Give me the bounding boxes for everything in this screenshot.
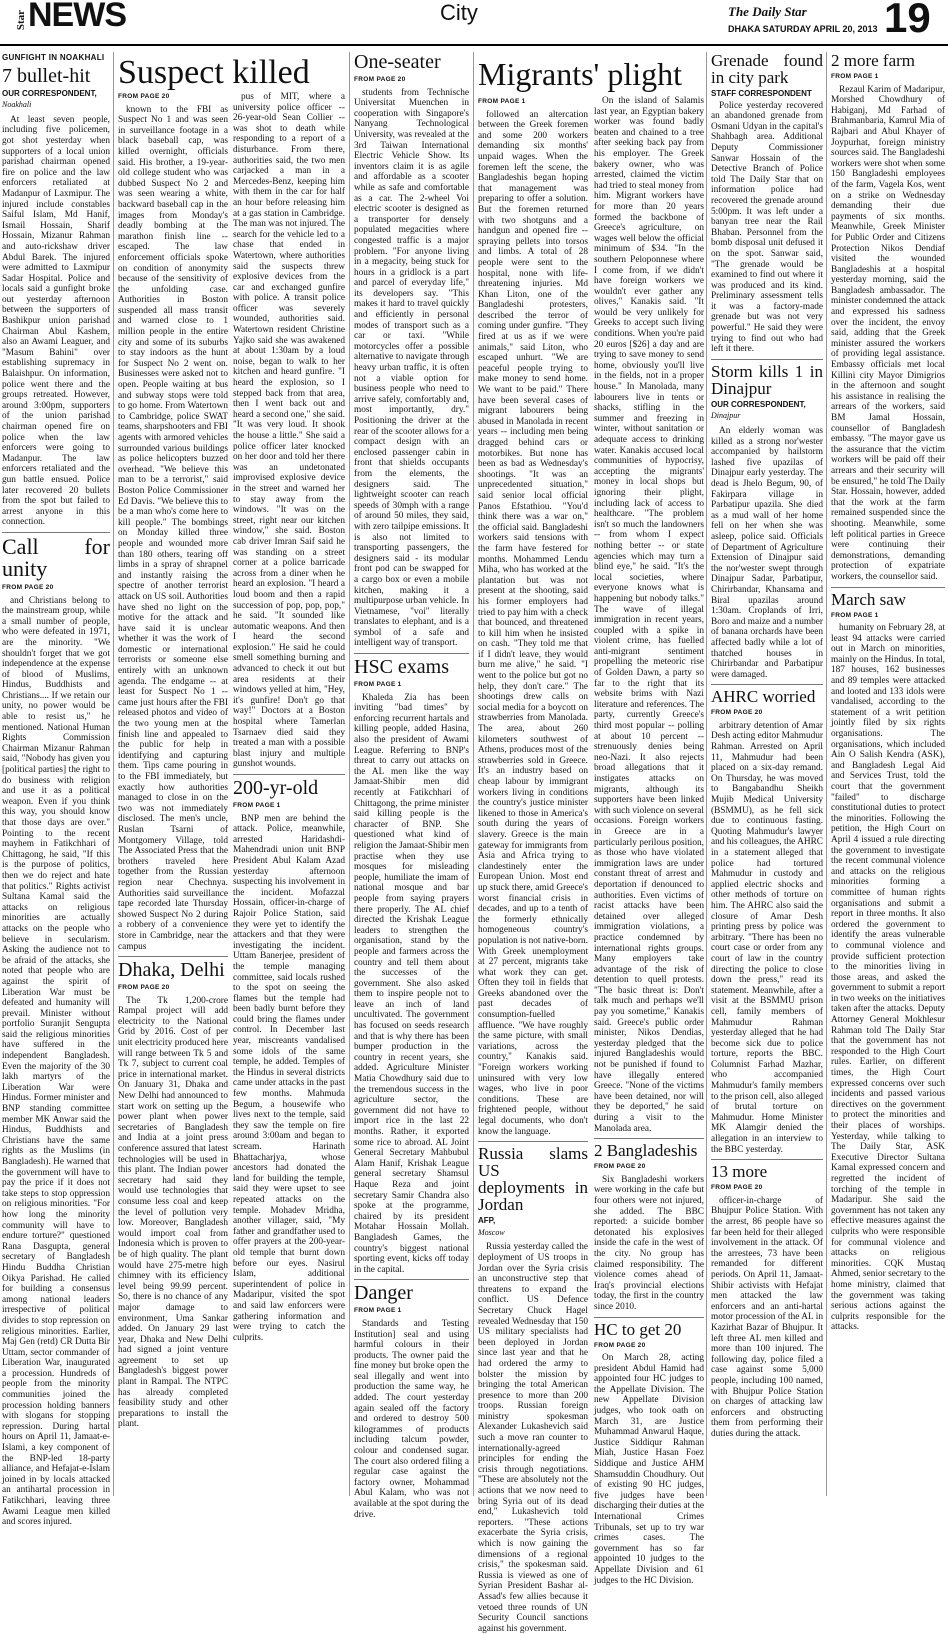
divider xyxy=(233,774,345,775)
story-headline: 2 more farm xyxy=(831,51,916,70)
story-byline: STAFF CORRESPONDENT xyxy=(711,89,812,98)
story-headline: 200-yr-old xyxy=(233,777,319,799)
column-1 xyxy=(2,52,110,1528)
story-body: Rezaul Karim of Madaripur, Morshed Chowdhury of Habiganj, Md Farhad of Brahmanbaria, Kamrul Mia of Rajbari and Abul Khayer of Joypurhat, foreign ministry sources said. The Bangladeshi workers were shot when some 150 Bangladeshi employees of the farm, Vagela Kos, went on a strike on Wednesday demanding their due payments of six months. Meanwhile, Greek Minister for Public Order and Citizens Protection Nikos Dendiaf visited the wounded Bangladeshis at a hospital yesterday morning, said the Bangladesh ambassador. The minister condemned the attack and expressed his sadness over the incident, the envoy said, adding that the Greek minister assured the workers of providing legal assistance. Embassy officials met local Killini city Mayor Dimigrios in the afternoon and sought his assistance in realising the arrears of the workers, said BM Jamal Hossain, counsellor of Bangladesh embassy. "The mayor gave us the assurance that the victim workers will be paid off their arrears and their security will be ensured," he told The Daily Star. Hossain, however, added that the work at the farm remained suspended since the shooting. Meanwhile, some left political parties in Greece were continuing their demonstrations, demanding protection of expatriate workers, the counsellor said. xyxy=(831,84,945,582)
story-body: On March 28, acting president Abdul Hamid had appointed four HC judges to the Appellate Division. The new Appellate Division judges, who took oath on March 31, are Justice Muhammad Anwarul Haque, Justice Siddiqur Rahman Miah, Justice Hasan Foez Siddique and Justice AHM Shamsuddin Choudhury. Out of existing 90 HC judges, five judges have been discharging their duties at the International Crimes Tribunals, set up to try war crimes cases. The government has so far appointed 10 judges to the Appellate Division and 61 judges to the HC Division. xyxy=(594,1353,704,1586)
story-headline: Call for unity xyxy=(2,533,110,581)
story-headline: 13 more xyxy=(711,1162,768,1182)
masthead xyxy=(0,0,948,46)
story-body: An elderly woman was killed as a strong nor'wester accompanied by hailstorm lashed five upazilas of Dinajpur early yesterday. The dead is Jhelo Begum, 90, of Fakirpara village in Parbatipur upazila. She died as a mud wall of her home fell on her when she was asleep, police said. Officials of Department of Agriculture Extension of Dinajpur said the nor'wester swept through Dinajpur Sadar, Parbatipur, Chirirbandar, Khansama and Biral upazilas around 1:30am. Croplands of Irri, Boro and maize and a number of banana orchards have been affected badly while a lot of thatched houses in Chirirbandar and Parbatipur were damaged. xyxy=(711,426,823,680)
divider xyxy=(2,532,110,533)
column-4 xyxy=(354,51,469,1520)
story-kicker: FROM PAGE 1 xyxy=(831,73,879,80)
story-body: arbitrary detention of Amar Desh acting editor Mahmudur Rahman. Arrested on April 11, Mahmudur had been placed on a six-day remand. On Thursday, he was moved to Bangabandhu Sheikh Mujib Medical University (BSMMU), as he fell sick due to continuous fasting. Quoting Mahmudur's lawyer and his colleagues, the AHRC in a statement alleged that police had tortured Mahmudur in custody and applied electric shocks and other methods of torture on him. The AHRC also said the closure of Amar Desh printing press by police was arbitrary. "There has been no court case or order from any court of law in the country directing the police to close down the press," read its statement. Meanwhile, after a visit at the BSMMU prison cell, family members of Mahmudur Rahman yesterday alleged that he had become sick due to police torture, reports the BBC. Columnist Farhad Mazhar, who accompanied Mahmudur's family members to the prison cell, also alleged of brutal torture on Mahmudur. Home Minister MK Alamgir denied the allegation in an interview to the BBC yesterday. xyxy=(711,720,823,1155)
column-rule xyxy=(473,52,474,1496)
divider xyxy=(711,1159,823,1160)
story-body: Khaleda Zia has been inviting "bad times" by enforcing recurrent hartals and killing people, added Hasina, also the president of Awami League. Referring to BNP's threat to carry out attacks on the AL men like the way Jamaat-Shibir men did recently at Fatikchhari of Chittagong, the prime minister said killing people is the character of BNP. She questioned what kind of religion the Jamaat-Shibir men practise when they use mosques for misleading people, humiliate the imam of national mosque and bar people from saying prayers there properly. The AL chief directed the Krishak League leaders to strengthen the organisation, stand by the people and farmers across the country and tell them about the successes of the government. She also asked them to inspire people not to leave an inch of land uncultivated. The government has focused on seeds research and that is why there has been bumper production in the country in recent years, she added. Agriculture Minister Matia Chowdhury said due to the tremendous success in the agriculture sector, the government did not have to import rice in the last 22 months. Rather, it exported some rice to abroad. AL Joint General Secretary Mahbubul Alam Hanif, Krishak League general secretary Shamsul Haque Reza and joint secretary Samir Chandra also spoke at the programme, chaired by its president Motahar Hossain Mollah. Bangladesh Games, the country's biggest national sporting event, kicks off today in the capital. xyxy=(354,692,469,1275)
story-headline: AHRC worried xyxy=(711,687,816,707)
story-body: The Tk 1,200-crore Rampal project will add electricity to the National Grid by 2016. Cost of per unit electricity produced here will range between Tk 5 and Tk 7, subject to current coal price in international market. On January 31, Dhaka and New Delhi had announced to start work on setting up the power plant when power secretaries of Bangladesh and India at a joint press conference assured that latest technologies will be used in this plant. The Indian power secretary had said they would use technologies that consume less coal and keep the level of pollution very low. Moreover, Bangladesh would import coal from Indonesia which is proven to be of high quality. The plant would have 275-metre high chimney with its efficiency level being 99.99 percent. So, there is no chance of any major damage to environment, Uma Sankar added. On January 29 last year, Dhaka and New Delhi had signed a joint venture agreement to set up Bangladesh's biggest power plant in Rampal. The NTPC has already completed feasibility study and other preparations to install the plant. xyxy=(118,995,228,1430)
story-body: pus of MIT, where a university police officer -- 26-year-old Sean Collier -- was shot to death while responding to a report of a disturbance. From there, authorities said, the two men carjacked a man in a Mercedes-Benz, keeping him with them in the car for half an hour before releasing him at a gas station in Cambridge. The man was not injured. The search for the vehicle led to a chase that ended in Watertown, where authorities said the suspects threw explosive devices from the car and exchanged gunfire with police. A transit police officer was severely wounded, authorities said. Watertown resident Christine Yajko said she was awakened at about 1:30am by a loud noise, began to walk to her kitchen and heard gunfire. "I heard the explosion, so I stepped back from that area, then I went back out and heard a second one," she said. "It was very loud. It shook the house a little." She said a police officer later knocked on her door and told her there was an undetonated improvised explosive device in the street and warned her to stay away from the windows. "It was on the street, right near our kitchen window," she said. Boston cab driver Imran Saif said he was standing on a street corner at a police barricade across from a diner when he heard an explosion. "I heard a loud boom and then a rapid succession of pop, pop, pop," he said. "It sounded like automatic weapons. And then I heard the second explosion." He said he could smell something burning and advanced to check it out but area residents at their windows yelled at him, "Hey, it's gunfire! Don't go that way!" Doctors at a Boston hospital where Tamerlan Tsarnaev died said they treated a man with a possible blast injury and multiple gunshot wounds. xyxy=(233,92,345,770)
story-kicker: FROM PAGE 1 xyxy=(354,681,402,689)
story-kicker: FROM PAGE 20 xyxy=(711,709,763,717)
story-headline: Dhaka, Delhi xyxy=(118,959,225,982)
story-kicker: FROM PAGE 1 xyxy=(831,611,879,619)
story-place: Noakhali xyxy=(2,100,32,110)
story-body: BNP men are behind the attack. Police, meanwhile, arrested Haridashdi-Mahendradi union unit BNP President Abul Kalam Azad yesterday afternoon suspecting his involvement in the incident. Mofazzal Hossain, officer-in-charge of Rajoir Police Station, said they were yet to identify the attackers and that they were investigating the incident. Uttam Banerjee, president of the temple managing committee, said locals rushed to the spot on seeing the flames but the temple had been badly burnt before they could bring the flames under control. In December last year, miscreants vandalised some idols of the same temple, he added. Temples of the Hindus in several districts came under attacks in the past few months. Mahmuda Begum, a housewife who lives next to the temple, said they saw the temple on fire around 3:00am and began to scream. Harinath Bhattacharjya, whose ancestors had donated the land for building the temple, said they were upset to see repeated attacks on the temple. Mohadev Mridha, another villager, said, "My father and grandfather used to offer prayers at the 200-year-old temple that burnt down before our eyes. Nasirul Islam, additional superintendent of police in Madaripur, visited the spot and said law enforcers were gathering information and were trying to catch the culprits. xyxy=(233,813,345,1343)
story-headline: HC to get 20 xyxy=(594,1319,682,1339)
section-subtitle: City xyxy=(440,0,478,25)
story-headline: Migrants' plight xyxy=(478,56,682,92)
section-title: NEWS xyxy=(28,0,126,34)
column-6 xyxy=(711,52,823,1496)
story-headline: March saw xyxy=(831,589,907,609)
story-body: On the island of Salamis last year, an Egyptian bakery worker was found badly beaten and chained to a tree after seeking back pay from his employer. The Greek bakery owner, who was arrested, claimed the victim had tried to steal money from him. Migrant workers have for more than 20 years formed the backbone of Greece's agriculture, on wages well below the official minimum of $34. "In the southern Peloponnese where I come from, if we didn't have foreign workers we wouldn't ever gather any olives," Kanakis said. "It would be very unlikely for Greeks to accept such living conditions. When you're paid 20 euros [$26] a day and are trying to save money to send home, obviously you'll live in the fields, not in a proper house." In Manolada, many labourers live in tents or shacks, stifling in the summer and freezing in winter, without sanitation or adequate access to drinking water. Kanakis accused local communities of hypocrisy, accepting the migrants' money in local shops but ignoring their plight, including lack of access to healthcare. "The problem isn't so much the landowners -- from whom I expect nothing better -- or state agencies which may turn a blind eye," he said. "It's the local societies, where everyone knows what is happening but nobody talks." The wave of illegal immigration in recent years, coupled with a spike in violent crime, has fuelled anti-migrant sentiment propelling the meteoric rise of Golden Dawn, a party so far to the right that its website brims with Nazi literature and references. The party, currently Greece's third most popular -- polling at about 10 percent -- strenuously denies being neo-Nazi. It also rejects broad allegations that it instigates attacks on migrants, although its supporters have been linked with such violence on several occasions. Foreign workers in Greece are in a particularly perilous position, as those who have violated immigration laws are under constant threat of arrest and deportation if denounced to authorities. Even victims of racist attacks have been detained over alleged immigration violations, a practice condemned by international rights groups. Many employers take advantage of the risk of detention to quell protests. "The basic threat is: Don't talk much and perhaps we'll pay you sometime," Kanakis said. Greece's public order minister, Nikos Dendias, yesterday pledged that the injured Bangladeshis would not be punished if found to have illegally entered Greece. "None of the victims have been detained, nor will they be deported," he said during a visit to the Manolada area. xyxy=(594,96,704,1134)
story-headline: Russia slams US deployments in Jordan xyxy=(478,1144,588,1215)
dateline: DHAKA SATURDAY APRIL 20, 2013 xyxy=(728,24,878,34)
divider xyxy=(354,1279,469,1280)
story-byline: OUR CORRESPONDENT, xyxy=(711,399,806,409)
story-headline: 2 Bangladeshis xyxy=(594,1141,698,1161)
svg-text:Star: Star xyxy=(15,9,27,31)
column-rule xyxy=(706,52,707,1496)
story-headline: Storm kills 1 in Dinajpur xyxy=(711,361,823,398)
story-body: Police yesterday recovered an abandoned grenade from Osmani Udyan in the capital's Shahbagh area. Additional Deputy Commissioner Sanwar Hossain of the Detective Branch of Police told The Daily Star that on information police had recovered the grenade around 5:00pm. It was left under a banyan tree near the Rail Bhaban. Personnel from the bomb disposal unit defused it on the spot. Sanwar said, "The grenade would be examined to find out where it was produced and its kind. Preliminary assessment tells it was a factory-made grenade but was not very powerful." He said they were trying to find out who had left it there. xyxy=(711,100,823,355)
divider xyxy=(711,359,823,360)
story-kicker: GUNFIGHT IN NOAKHALI xyxy=(2,53,105,62)
column-7 xyxy=(831,52,945,1496)
story-kicker: FROM PAGE 20 xyxy=(118,984,170,992)
story-headline: HSC exams xyxy=(354,656,449,679)
paper-name: The Daily Star xyxy=(728,4,807,19)
column-rule xyxy=(826,52,827,1496)
story-headline: Danger xyxy=(354,1282,413,1305)
divider xyxy=(594,1138,704,1139)
column-5a xyxy=(478,96,588,1634)
story-body: known to the FBI as Suspect No 1 and was seen in surveillance footage in a black baseball cap, was killed overnight, officials said. His brother, a 19-year-old college student who was dubbed Suspect No 2 and was seen wearing a white, backward baseball cap in the images from Monday's deadly bombing at the marathon finish line -- escaped. The law enforcement officials spoke on condition of anonymity because of the sensitivity of the unfolding case. Authorities in Boston suspended all mass transit and warned close to 1 million people in the entire city and some of its suburbs to stay indoors as the hunt for Suspect No 2 went on. Businesses were asked not to open. People waiting at bus and subway stops were told to go home. From Watertown to Cambridge, police SWAT teams, sharpshooters and FBI agents with armored vehicles surrounded various buildings as police helicopters buzzed overhead. "We believe this man to be a terrorist," said Boston Police Commissioner Ed Davis. "We believe this to be a man who's come here to kill people." The bombings on Monday killed three people and wounded more than 180 others, tearing off limbs in a spray of shrapnel and instantly raising the spectre of another terrorist attack on US soil. Authorities have shed no light on the motive for the attack and have said it is unclear whether it was the work of domestic or international terrorists or someone else entirely with an unknown agenda. The endgame -- at least for Suspect No 1 -- came just hours after the FBI released photos and video of the two young men at the finish line and appealed to the public for help in identifying and capturing them. Tips came pouring in to the FBI immediately, but exactly how authorities managed to close in on the two was not immediately disclosed. The men's uncle, Ruslan Tsarni of Montgomery Village, told The Associated Press that the brothers traveled here together from the Russian region near Chechnya. Authorities said surveillance tape recorded late Thursday showed Suspect No 2 during a robbery of a convenience store in Cambridge, near the campus xyxy=(118,104,228,952)
story-headline: 7 bullet-hit xyxy=(2,64,91,87)
story-kicker: FROM PAGE 20 xyxy=(2,583,54,591)
story-byline: OUR CORRESPONDENT, xyxy=(2,88,97,98)
column-3 xyxy=(233,92,345,1496)
divider xyxy=(478,1141,588,1142)
story-byline: AFP, xyxy=(478,1216,496,1226)
story-kicker: FROM PAGE 20 xyxy=(711,1184,763,1192)
story-body: and Christians belong to the mainstream group, while a small number of people, who were defeated in 1971, are the minority. "We shouldn't forget that we got independence at the expense of blood of Muslims, Hindus, Buddhists and Christians.... If we retain our unity, no power would be able to resist us," he mentioned. National Human Rights Commission Chairman Mizanur Rahman said, "Nobody has given you [political parties] the right to do business with religion and use it as a political weapon. Even if you think this way, you should know that those days are over." Pointing to the recent mayhem in Fatikchhari of Chittagong, he said, "If this is the purpose of politics, then we do reject and hate that politics." Rights activist Sultana Kamal said the attacks on religious minorities are actually attacks on the people who believe in secularism. Asking the audience not to be afraid of the attacks, she noted that people who are against the spirit of Liberation War must be defeated and humanity will prevail. Minister without portfolio Suranjit Sengupta said the religious minorities have suffered in the independent Bangladesh. Even the majority of the 30 lakh martyrs of the Liberation War were Hindus. Former minister and BNP standing committee member MK Anwar said the Hindus, Buddhists and Christians have the same rights as the Muslims (in Bangladesh). He warned that the government will have to pay the price if it does not take steps to stop oppression on religious minorities. "For how long the minority community will have to endure torture?" questioned Rana Dasgupta, general secretary of Bangladesh Hindu Buddha Christian Oikya Parishad. He called for building a consensus among national leaders irrespective of political divides to stop repression on religious minorities. Earlier, Maj Gen (retd) CR Dutta Bir Uttam, sector commander of Liberation War, inaugurated a procession. Hundreds of people from the minority communities joined the procession holding banners with slogans for stopping repression. During hartal hours on April 11, Jamaat-e-Islami, a key component of the BNP-led 18-party alliance, and Hefajat-e-Islam joined in by locals attacked an antihartal procession in Fatikchhari, leaving three Awami League men killed and scores injured. xyxy=(2,595,110,1528)
column-2 xyxy=(118,52,228,1496)
story-body: students from Technische Universitat Muenchen in cooperation with Singapore's Nanyang Technological University, was revealed at the 3rd Taiwan International Electric Vehicle Show. Its inventors claim it is as agile and affordable as a scooter while as safe and comfortable as a car. The 2-wheel Voi electric scooter is designed as a transporter for densely populated megacities where congested traffic is a major problem. "For anyone living in a megacity, being stuck for hours in a gridlock is a part and parcel of everyday life," its developers say. "This makes it hard to travel quickly and efficiently in personal modes of transport such as a car or taxi. "While motorcycles offer a possible alternative to navigate through heavy urban traffic, it is often not a viable option for business people who need to arrive safely, comfortably and, most importantly, dry." Positioning the driver at the rear of the scooter allows for a compact design with an enclosed passenger cabin in front that shields occupants from the elements, the designers said. The lightweight scooter can reach speeds of 30mph with a range of around 50 miles, they said, with zero tailpipe emissions. It is also not limited to transporting passengers, the designers said - its modular front pod can be swapped for a cargo box or even a mobile kitchen, making it a multipurpose urban vehicle. In Vietnamese, "voi" literally translates to elephant, and is a symbol of a safe and intelligent way of transport. xyxy=(354,87,469,649)
story-headline: One-seater xyxy=(354,51,441,73)
page-number: 19 xyxy=(884,0,931,41)
story-kicker: FROM PAGE 20 xyxy=(354,76,406,83)
story-body: At least seven people, including five policemen, got shot yesterday when supporters of a local union parishad chairman opened fire on police and the law enforcers retaliated at Madanpur of Laxmipur. The injured include constables Saiful Islam, Md Hanif, Ismail Hossain, Sharif Hossain, Mizanur Rahman and auto-rickshaw driver Abdul Barek. The injured were admitted to Laxmipur Sadar Hospital. Police and locals said a gunfight broke out yesterday afternoon between the supporters of Bashikpur union parishad Chairman Abul Kashem, also an Awami Leaguer, and "Masum Bahini" over establishing supremacy in Balaishpur. On information, police went there and the groups retreated. However, around 3:00pm, supporters of the union parishad chairman opened fire on police when the law enforcers were going to Madanpur. The law enforcers retaliated and the gun battle ensued. Police later recovered 20 bullets from the spot but failed to arrest anyone in this connection. xyxy=(2,114,110,528)
divider xyxy=(831,587,945,588)
story-kicker: FROM PAGE 1 xyxy=(233,802,281,809)
column-rule xyxy=(113,52,114,1496)
story-kicker: FROM PAGE 1 xyxy=(478,98,526,105)
story-body: followed an altercation between the Greek foremen and some 200 workers demanding six months' unpaid wages. When the foremen left the scene, the Bangladeshis began hoping that management was preparing to offer a solution. But the foremen returned with two shotguns and a handgun and opened fire -- spraying pellets into torsos and limbs. A total of 28 people were sent to the hospital, none with life-threatening injuries. Md Khan Liton, one of the Bangladeshi protesters, described the terror of coming under gunfire. "They fired at us as if we were animals," said Liton, who escaped unhurt. "We are peaceful people trying to make money to send home. We want to be paid." There have been several cases of migrant labourers being abused in Manolada in recent years -- including men being dragged behind cars or motorbikes. But none has been as bad as Wednesday's shootings. "It was an unprecedented situation," said senior local official Panos Efstathiou. "You'd think there was a war on," the official said. Bangladeshi workers said tensions with the farm have festered for months. Mohammed Lendu Miha, who has worked at the plantation but was not present at the shooting, said his former employers had tried to pay him with a check that bounced, and threatened to kill him when he insisted on cash. "They told me that if I didn't leave, they would burn me alive," he said. "I went to the police but got no help, they don't care." The shootings drew calls on social media for a boycott on strawberries from Manolada. The area, about 260 kilometers southwest of Athens, produces most of the strawberries sold in Greece. It's an industry based on cheap labour by immigrant workers living in conditions the country's justice minister likened to those in America's south during the years of slavery. Greece is the main gateway for immigrants from Asia and Africa trying to clandestinely enter the European Union. Most end up stuck there, amid Greece's worst financial crisis in decades, and up to a tenth of the formerly ethnically homogeneous country's population is not native-born. With Greek unemployment at 27 percent, migrants take what work they can get. Often they toil in fields that Greeks abandoned over the past decades of consumption-fuelled affluence. "We have roughly the same picture, with small variations, across the country," Kanakis said. "Foreign workers working uninsured with very low wages, who live in poor conditions. These are frightened people, without legal documents, who don't know the language. xyxy=(478,109,588,1137)
story-kicker: FROM PAGE 20 xyxy=(594,1341,646,1349)
story-place: Dinajpur xyxy=(711,411,741,421)
star-logo-icon xyxy=(4,2,28,38)
story-body: humanity on February 28, at least 94 attacks were carried out in March on minorities, mainly on the Hindus. In total, 187 houses, 162 businesses and 89 temples were attacked and looted and 133 idols were vandalised, according to the statement of a writ petition jointly filed by six rights organisations. The organisations, which included Ain O Salish Kendra (ASK), and Bangladesh Legal Aid and Services Trust, told the court that the government "failed" to discharge constitutional duties to protect the minorities. Following the petition, the High Court on April 4 issued a rule directing the government to investigate the recent communal violence and attacks on the religious minorities forming a committee of human rights organisations and submit a report in three months. It also ordered the government to identify the areas vulnerable to communal violence and provide sufficient protection to the minorities living in those areas, and asked the government to submit a report in two weeks on the initiatives taken after the attacks. Deputy Attorney General Mokhlesur Rahman told The Daily Star that the government has not responded to the High Court rules. Earlier, on different times, the High Court expressed concerns over such incidents and passed various directives on the government to protect the minorities and their places of worships. Yesterday, while talking to The Daily Star, ASK Executive Director Sultana Kamal expressed concern and regretted the incident of torching of the temple in Madaripur. She said the government has not taken any effective measures against the culprits who were responsible for communal violence and attacks on religious minorities. CQK Mustaq Ahmed, senior secretary to the home ministry, claimed that the government was taking serious actions against the culprits responsible for the attacks. xyxy=(831,623,945,1333)
divider xyxy=(711,684,823,685)
story-kicker: FROM PAGE 1 xyxy=(354,1307,402,1315)
story-body: officer-in-charge of Bhujpur Police Station. With the arrest, 86 people have so far been held for their alleged involvement in the attack. Of the arrestees, 73 have been remanded for different periods. On April 11, Jamaat-Shibir activists with Hefajat men attacked the law enforcers and an anti-hartal motor procession of the AL in Kazirhat Bazar of Bhujpur. It left three AL men killed and more than 100 injured. The following day, police filed a case against some 5,000 people, including 100 named, with Bhujpur Police Station on charges of attacking law enforcers and obstructing them from performing their duties during the attack. xyxy=(711,1195,823,1439)
story-headline: Grenade found in city park xyxy=(711,51,823,87)
divider xyxy=(354,653,469,654)
divider xyxy=(594,1317,704,1318)
story-body: Russia yesterday called the deployment of US troops in Jordan over the Syria crisis an unconstructive step that threatens to expand the conflict. US Defence Secretary Chuck Hagel revealed Wednesday that 150 US military specialists had been deployed in Jordan since last year and that he had ordered the army to bolster the mission by bringing the total American presence to more than 200 troops. Russian foreign ministry spokesman Alexander Lukashevich said such a move ran counter to internationally-agreed principles for ending the crisis through negotiations. "These are absolutely not the actions that we now need to bring Syria out of its dead end," Lukashevich told reporters. "These actions exacerbate the Syria crisis, which is now gaining the dimensions of a regional crisis," the spokesman said. Russia is viewed as one of Syrian President Bashar al-Assad's few allies because it vetoed three rounds of UN Security Council sanctions against his government. xyxy=(478,1242,588,1634)
divider xyxy=(118,956,228,957)
story-kicker: FROM PAGE 20 xyxy=(118,93,170,100)
story-place: Moscow xyxy=(478,1227,505,1237)
story-body: Six Bangladeshi workers were working in the cafe but four others were not injured, she added. The BBC reported: a suicide bomber detonated his explosives inside the cafe in the west of the city. No group has claimed responsibility. The violence comes ahead of Iraq's provincial elections today, the first in the country since 2010. xyxy=(594,1174,704,1312)
column-5b xyxy=(594,96,704,1586)
column-rule xyxy=(349,52,350,1496)
story-kicker: FROM PAGE 20 xyxy=(594,1163,646,1171)
story-headline: Suspect killed xyxy=(118,54,310,91)
story-body: Standards and Testing Institution] seal and using harmful colours in their products. The owner paid the fine money but broke open the seal illegally and went into production the same way, he added. The court yesterday again sealed off the factory and ordered to destroy 500 kilogrammes of products including talcum powder, colour and condensed sugar. The court also ordered filing a regular case against the factory owner, Mohammad Abul Kalam, who was not available at the spot during the drive. xyxy=(354,1318,469,1520)
